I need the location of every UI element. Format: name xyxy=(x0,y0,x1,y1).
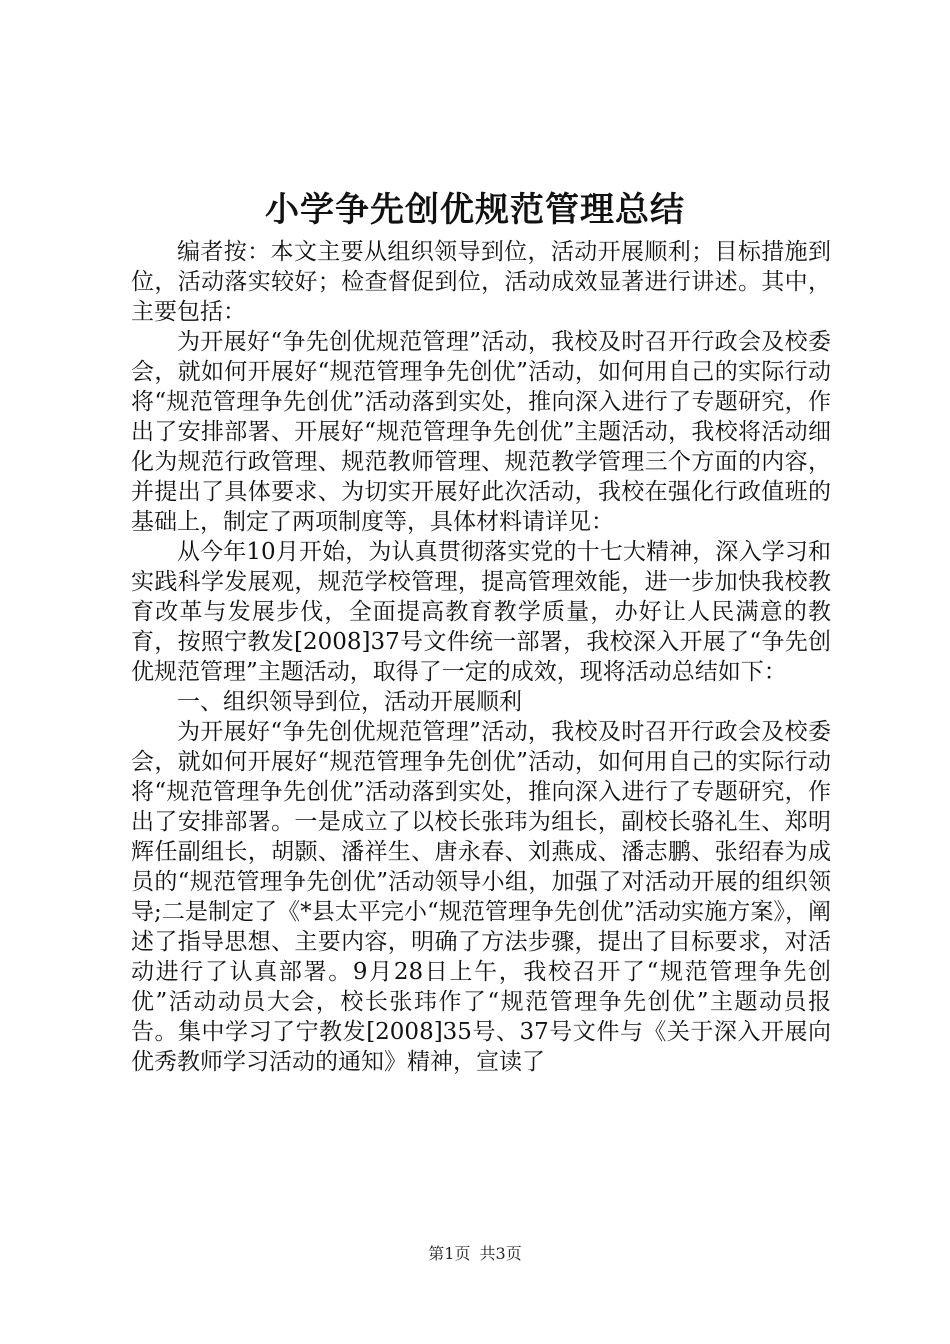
body-paragraph: 为开展好“争先创优规范管理”活动，我校及时召开行政会及校委会，就如何开展好“规范管理争先创优”活动，如何用自己的实际行动将“规范管理争先创优”活动落到实处，推向深入进行了专题研究，作出了安排部署。一是成立了以校长张玮为组长，副校长骆礼生、郑明辉任副组长，胡颢、潘祥生、唐永春、刘燕成、潘志鹏、张绍春为成员的“规范管理争先创优”活动领导小组，加强了对活动开展的组织领导;二是制定了《*县太平完小“规范管理争先创优”活动实施方案》，阐述了指导思想、主要内容，明确了方法步骤，提出了目标要求，对活动进行了认真部署。9月28日上午，我校召开了“规范管理争先创优”活动动员大会，校长张玮作了“规范管理争先创优”主题动员报告。集中学习了宁教发[2008]35号、37号文件与《关于深入开展向优秀教师学习活动的通知》精神，宣读了 xyxy=(131,719,831,1075)
section-heading: 一、组织领导到位，活动开展顺利 xyxy=(177,689,522,715)
page-footer xyxy=(0,1244,950,1264)
document-body xyxy=(131,237,831,1077)
page-total: 共3页 xyxy=(479,1244,522,1263)
page-number: 第1页 xyxy=(428,1244,471,1263)
document-title: 小学争先创优规范管理总结 xyxy=(265,190,685,230)
editor-note-paragraph: 编者按：本文主要从组织领导到位，活动开展顺利；目标措施到位，活动落实较好；检查督促到位，活动成效显著进行讲述。其中，主要包括： xyxy=(131,239,831,325)
body-paragraph: 从今年10月开始，为认真贯彻落实党的十七大精神，深入学习和实践科学发展观，规范学校管理，提高管理效能，进一步加快我校教育改革与发展步伐，全面提高教育教学质量，办好让人民满意的教育，按照宁教发[2008]37号文件统一部署，我校深入开展了“争先创优规范管理”主题活动，取得了一定的成效，现将活动总结如下： xyxy=(131,539,831,685)
body-paragraph: 为开展好“争先创优规范管理”活动，我校及时召开行政会及校委会，就如何开展好“规范管理争先创优”活动，如何用自己的实际行动将“规范管理争先创优”活动落到实处，推向深入进行了专题研究，作出了安排部署、开展好“规范管理争先创优”主题活动，我校将活动细化为规范行政管理、规范教师管理、规范教学管理三个方面的内容，并提出了具体要求、为切实开展好此次活动，我校在强化行政值班的基础上，制定了两项制度等，具体材料请详见： xyxy=(131,329,831,535)
